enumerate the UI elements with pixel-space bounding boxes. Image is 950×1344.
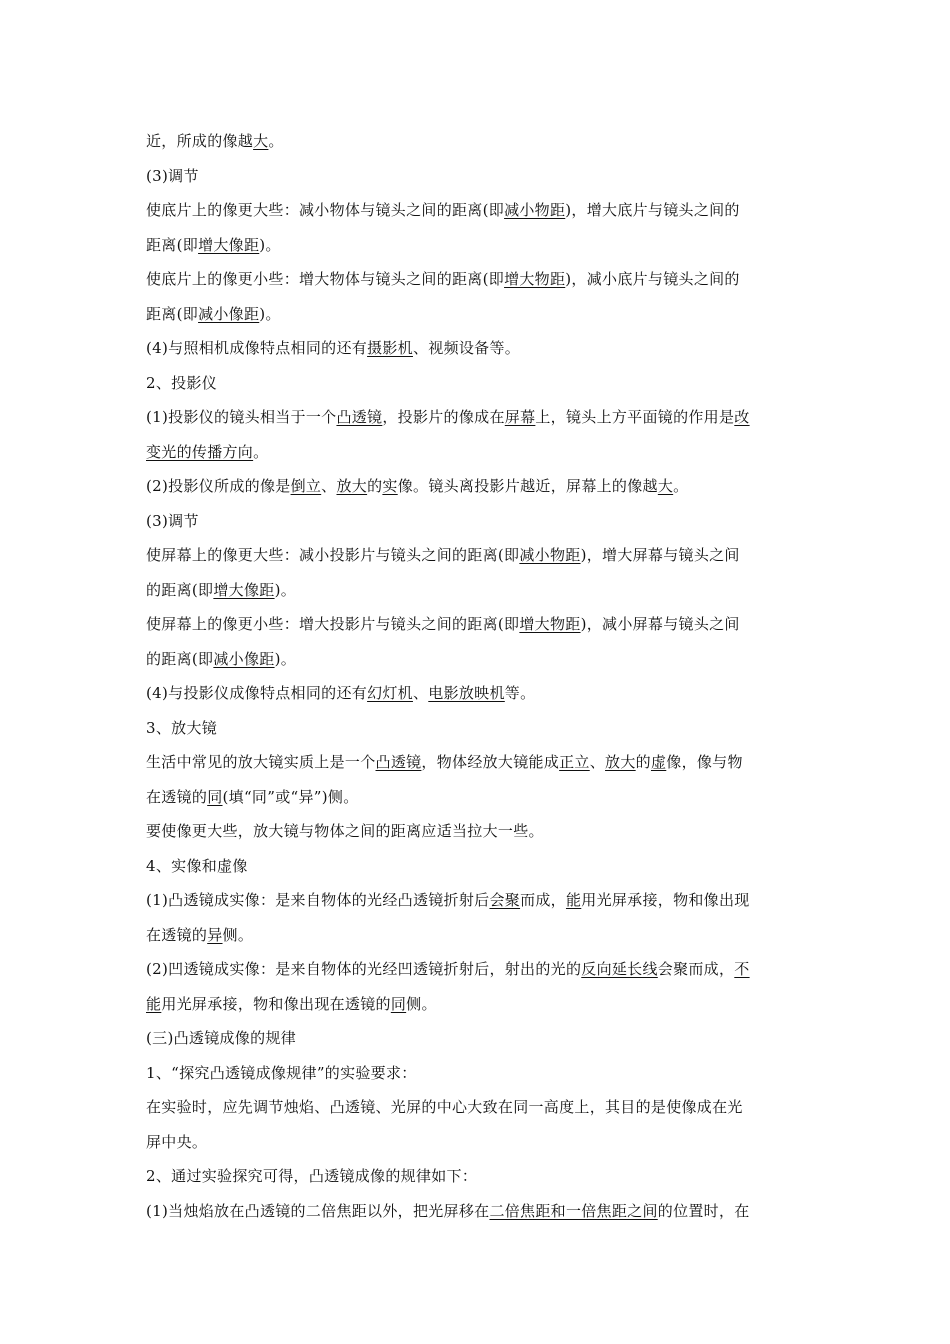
text-segment: 。 [268,132,284,150]
text-line [146,366,826,401]
text-segment: 使屏幕上的像更小些：增大投影片与镜头之间的距离(即 [146,615,520,633]
text-line [146,642,826,677]
text-segment: 使底片上的像更小些：增大物体与镜头之间的距离(即 [146,270,505,288]
text-segment: 在透镜的 [146,787,208,806]
text-segment: 的位置时，在 [657,1201,750,1220]
answer-blank: 异 [207,925,223,944]
answer-blank: 倒立 [290,477,322,495]
answer-blank: 放大 [605,753,636,771]
text-segment: )，减小底片与镜头之间的 [565,270,740,288]
text-segment: 要使像更大些，放大镜与物体之间的距离应适当拉大一些。 [146,822,544,840]
text-segment: 等。 [504,684,536,702]
text-segment: )。 [274,649,297,668]
text-line [146,711,826,746]
text-segment: ，投影片的像成在 [382,408,505,426]
text-segment: 近，所成的像越 [146,132,254,150]
text-segment: 会聚而成， [657,960,735,978]
answer-blank: 实 [382,477,398,495]
answer-blank: 变光的传播方向 [146,442,254,461]
text-segment: 用光屏承接，物和像出现在透镜的 [161,994,391,1013]
text-segment: 1、“探究凸透镜成像规律”的实验要求： [146,1063,417,1082]
text-line [146,124,826,159]
text-segment: 侧。 [406,994,437,1013]
answer-blank: 同 [390,994,407,1013]
text-segment: (4)与照相机成像特点相同的还有 [146,339,368,357]
answer-blank: 凸透镜 [375,753,422,771]
text-segment: )，减小屏幕与镜头之间 [580,615,740,633]
answer-blank: 减小像距 [198,304,260,323]
text-line [146,435,826,470]
text-segment: 在实验时，应先调节烛焰、凸透镜、光屏的中心大致在同一高度上，其目的是使像成在光 [146,1098,743,1116]
answer-blank: 二倍焦距和一倍焦距之间 [489,1201,658,1220]
text-segment: (2)凹透镜成实像：是来自物体的光经凹透镜折射后，射出的光的 [146,960,582,978]
answer-blank: 虚 [650,753,667,771]
answer-blank: 增大物距 [504,270,566,288]
text-segment: 2、通过实验探究可得，凸透镜成像的规律如下： [146,1167,478,1185]
text-line [146,849,826,884]
text-segment: 用光屏承接，物和像出现 [581,891,750,909]
text-line [146,883,826,918]
text-line [146,1090,826,1125]
answer-blank: 大 [253,132,269,150]
text-segment: 、 [321,477,337,495]
answer-blank: 凸透镜 [336,408,383,426]
text-line [146,262,826,297]
text-segment: 、 [412,684,429,702]
text-line [146,504,826,539]
text-line [146,400,826,435]
text-segment: )，增大底片与镜头之间的 [565,201,740,219]
text-segment: 而成， [520,891,566,909]
answer-blank: 能 [146,994,162,1013]
text-line [146,1021,826,1056]
text-line [146,1194,826,1229]
answer-blank: 增大像距 [198,235,260,254]
answer-blank: 减小像距 [213,649,275,668]
answer-blank: 改 [734,408,750,426]
text-segment: 4、实像和虚像 [146,856,248,875]
text-line [146,573,826,608]
text-segment: (3)调节 [146,511,199,530]
text-line [146,607,826,642]
text-segment: (1)当烛焰放在凸透镜的二倍焦距以外，把光屏移在 [146,1201,490,1220]
text-segment: 像，像与物 [666,753,743,771]
text-segment: 使屏幕上的像更大些：减小投影片与镜头之间的距离(即 [146,546,520,564]
answer-blank: 不 [734,960,750,978]
text-line [146,1125,826,1160]
answer-blank: 电影放映机 [428,684,505,702]
answer-blank: 放大 [336,477,368,495]
text-segment: 、 [589,753,606,771]
text-segment: )，增大屏幕与镜头之间 [580,546,740,564]
answer-blank: 同 [207,787,223,806]
text-segment: )。 [274,580,297,599]
text-segment: 使底片上的像更大些：减小物体与镜头之间的距离(即 [146,201,505,219]
text-segment: 。 [253,442,269,461]
text-segment: (1)凸透镜成实像：是来自物体的光经凸透镜折射后 [146,891,490,909]
text-line [146,538,826,573]
text-segment: (三)凸透镜成像的规律 [146,1029,297,1047]
text-segment: (1)投影仪的镜头相当于一个 [146,408,337,426]
text-line [146,952,826,987]
text-line [146,814,826,849]
text-segment: 3、放大镜 [146,718,218,737]
text-segment: 生活中常见的放大镜实质上是一个 [146,753,376,771]
text-line [146,1056,826,1091]
answer-blank: 会聚 [489,891,521,909]
text-segment: 侧。 [222,925,254,944]
answer-blank: 屏幕 [504,408,536,426]
answer-blank: 正立 [559,753,590,771]
text-segment: 距离(即 [146,235,199,254]
text-line [146,745,826,780]
answer-blank: 大 [657,477,674,495]
text-segment: (4)与投影仪成像特点相同的还有 [146,684,368,702]
text-line [146,780,826,815]
text-line [146,331,826,366]
answer-blank: 能 [565,891,582,909]
text-segment: 。 [673,477,689,495]
text-segment: ，物体经放大镜能成 [421,753,560,771]
text-line [146,676,826,711]
answer-blank: 幻灯机 [367,684,413,702]
text-segment: 像。镜头离投影片越近，屏幕上的像越 [397,477,658,495]
answer-blank: 减小物距 [519,546,581,564]
answer-blank: 减小物距 [504,201,566,219]
text-segment: 距离(即 [146,304,199,323]
text-line [146,1159,826,1194]
text-segment: 2、投影仪 [146,373,218,392]
text-segment: 在透镜的 [146,925,208,944]
answer-blank: 增大像距 [213,580,275,599]
text-segment: 的 [367,477,383,495]
text-line [146,159,826,194]
text-line [146,297,826,332]
text-segment: (3)调节 [146,166,199,185]
text-line [146,918,826,953]
answer-blank: 摄影机 [367,339,413,357]
text-segment: )。 [259,235,281,254]
answer-blank: 增大物距 [519,615,581,633]
text-segment: 的距离(即 [146,649,214,668]
text-line [146,987,826,1022]
text-segment: (填“同”或“异”)侧。 [222,787,359,806]
text-segment: 上，镜头上方平面镜的作用是 [535,408,735,426]
text-line [146,193,826,228]
text-segment: (2)投影仪所成的像是 [146,477,291,495]
text-segment: 的距离(即 [146,580,214,599]
answer-blank: 反向延长线 [581,960,658,978]
text-line [146,228,826,263]
text-segment: )。 [259,304,281,323]
text-segment: 屏中央。 [146,1132,208,1151]
text-segment: 、视频设备等。 [412,339,521,357]
text-line [146,469,826,504]
document-body [146,124,826,1228]
text-segment: 的 [635,753,651,771]
